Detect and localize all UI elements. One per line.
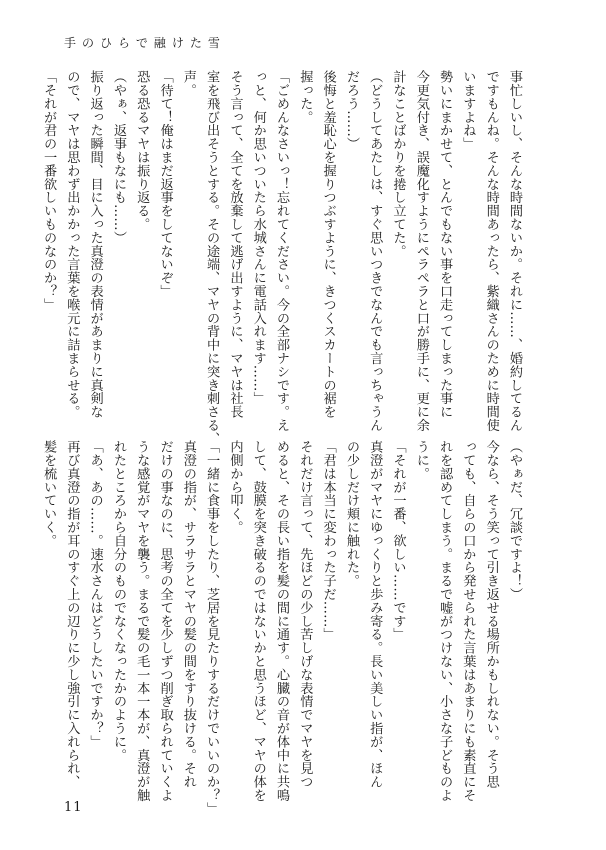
text-line: だろう……） <box>343 70 359 151</box>
text-line: （どうしてあたしは、すぐ思いつきでなんでも言っちゃうん <box>367 70 383 432</box>
running-header: 手のひらで融けた雪 <box>64 36 226 50</box>
text-line: 振り返った瞬間、目に入った真澄の表情があまりに真剣な <box>87 70 103 419</box>
text-line: 真澄の指が、サラサラとマヤの髪の間をすり抜ける。それ <box>180 440 196 789</box>
text-line: 握った。 <box>297 70 313 124</box>
text-line: だけの事なのに、思考の全てを少しずつ削ぎ取られていくよ <box>157 440 173 802</box>
text-line: 「ごめんなさいっ！忘れてください。今の全部ナシです。え <box>274 70 290 432</box>
text-line: 「一緒に食事をしたり、芝居を見たりするだけでいいのか？」 <box>204 440 220 816</box>
text-line: れたところから自分のものでなくなったかのように。 <box>110 440 126 762</box>
text-block-top <box>37 70 526 446</box>
text-line: 「待て！俺はまだ返事をしてないぞ」 <box>157 70 173 298</box>
text-line: （やぁ、返事もなにも……） <box>110 70 126 245</box>
text-line: うに。 <box>413 440 429 481</box>
text-line: 室を飛び出そうとする。その途端、マヤの背中に突き刺さる、 <box>204 70 220 446</box>
text-line: めると、その長い指を髪の間に通す。心臓の音が体中に共鳴 <box>274 440 290 802</box>
page-number: 11 <box>64 800 83 815</box>
text-line: ですもんね。そんな時間あったら、紫織さんのために時間使 <box>483 70 499 432</box>
text-line: 後悔と羞恥心を握りつぶすように、きつくスカートの裾を <box>320 70 336 419</box>
text-line: 今更気付き、誤魔化すようにペラペラと口が勝手に、更に余 <box>413 70 429 432</box>
text-line: 再び真澄の指が耳のすぐ上の辺りに少し強引に入れられ、 <box>64 440 80 789</box>
text-line: 「あ、あの……。速水さんはどうしたいですか？」 <box>87 440 103 749</box>
text-line: 勢いにまかせて、とんでもない事を口走ってしまった事に <box>437 70 453 419</box>
text-line: 「それが君の一番欲しいものなのか？」 <box>41 70 57 312</box>
text-line: 計なことばかりを捲し立てた。 <box>390 70 406 258</box>
text-line: いますよね」 <box>460 70 476 151</box>
text-line: （やぁだ、冗談ですよ！） <box>507 440 522 601</box>
text-line: 内側から叩く。 <box>227 440 243 534</box>
text-line: れを認めてしまう。まるで嘘がつけない、小さな子どものよ <box>437 440 453 802</box>
text-line: 恐る恐るマヤは振り返る。 <box>134 70 150 231</box>
text-line: の少しだけ頬に触れた。 <box>343 440 359 588</box>
text-line: 「それが一番、欲しい……です」 <box>390 440 406 641</box>
text-line: して、鼓膜を突き破るのではないかと思うほど、マヤの体を <box>250 440 266 802</box>
text-line: 事忙しいし、そんな時間ないか。それに……、婚約してるん <box>507 70 522 432</box>
text-line: それだけ言って、先ほどの少し苦しげな表情でマヤを見つ <box>297 440 313 789</box>
text-line: 今なら、そう笑って引き返せる場所かもしれない。そう思 <box>483 440 499 789</box>
text-line: 「君は本当に変わった子だ……」 <box>320 440 336 641</box>
text-line: 髪を梳いていく。 <box>41 440 57 548</box>
text-line: 真澄がマヤにゆっくりと歩み寄る。長い美しい指が、ほん <box>367 440 383 789</box>
text-line: ので、マヤは思わず出かかった言葉を喉元に詰まらせる。 <box>64 70 80 419</box>
text-line: っても、自らの口から発せられた言葉はあまりにも素直にそ <box>460 440 476 802</box>
text-line: そう言って、全てを放棄して逃げ出すように、マヤは社長 <box>227 70 243 419</box>
text-line: 声。 <box>180 70 196 97</box>
text-line: っと、何か思いついたら水城さんに電話入れます……」 <box>250 70 266 405</box>
text-line: うな感覚がマヤを襲う。まるで髪の毛一本一本が、真澄が触 <box>134 440 150 802</box>
